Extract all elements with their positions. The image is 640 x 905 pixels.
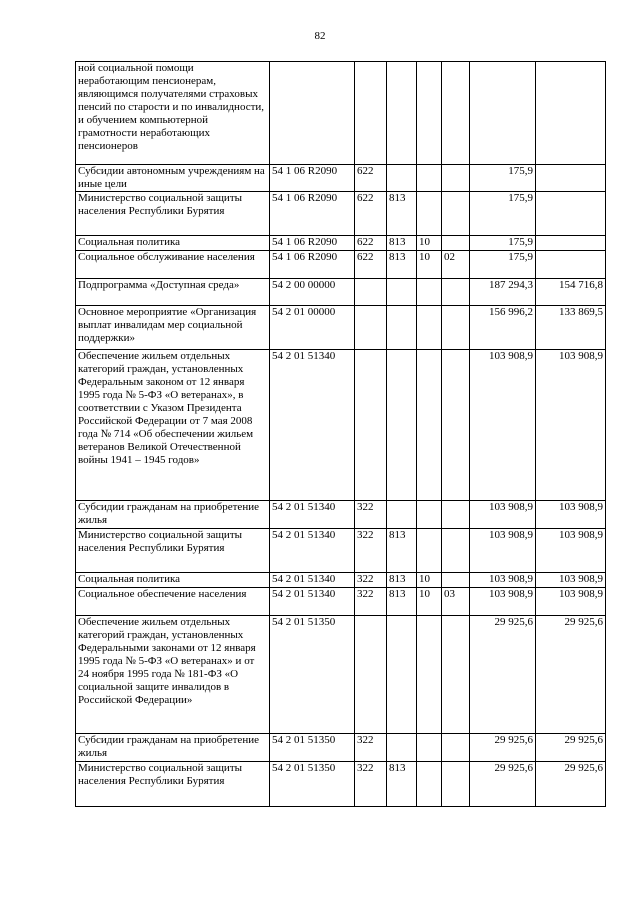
row-sum-1: 29 925,6	[470, 734, 536, 762]
row-code: 54 2 01 51340	[270, 501, 355, 529]
row-sum-1: 103 908,9	[470, 501, 536, 529]
row-pr	[442, 306, 470, 350]
row-rz: 10	[417, 588, 442, 616]
table-row	[76, 734, 606, 762]
row-gr: 813	[387, 573, 417, 588]
row-name: Министерство социальной защиты населения Республики Бурятия	[76, 762, 270, 807]
row-gr: 813	[387, 192, 417, 236]
row-sum-1: 29 925,6	[470, 762, 536, 807]
row-code: 54 1 06 R2090	[270, 165, 355, 192]
row-sum-2: 103 908,9	[536, 350, 606, 501]
row-code	[270, 62, 355, 165]
table-row	[76, 165, 606, 192]
row-rz	[417, 165, 442, 192]
row-code: 54 2 01 00000	[270, 306, 355, 350]
row-name: Социальная политика	[76, 573, 270, 588]
row-gr	[387, 734, 417, 762]
row-rz	[417, 350, 442, 501]
row-sum-2	[536, 165, 606, 192]
row-pr	[442, 62, 470, 165]
row-vr: 622	[355, 165, 387, 192]
row-name: Основное мероприятие «Организация выплат инвалидам мер социальной поддержки»	[76, 306, 270, 350]
row-vr	[355, 616, 387, 734]
row-name: Субсидии гражданам на приобретение жилья	[76, 734, 270, 762]
row-pr	[442, 573, 470, 588]
row-code: 54 2 01 51350	[270, 762, 355, 807]
row-gr	[387, 616, 417, 734]
row-name: ной социальной помощи неработающим пенсионерам, являющимся получателями страховых пенсий по старости и по инвалидности, и обучением компьютерной грамотности неработающих пенсионеров	[76, 62, 270, 165]
row-pr	[442, 616, 470, 734]
row-name: Социальная политика	[76, 236, 270, 251]
row-sum-2	[536, 236, 606, 251]
row-vr: 622	[355, 251, 387, 279]
row-sum-2	[536, 62, 606, 165]
row-sum-2: 103 908,9	[536, 501, 606, 529]
row-rz	[417, 616, 442, 734]
row-vr: 322	[355, 501, 387, 529]
row-rz	[417, 62, 442, 165]
row-rz	[417, 529, 442, 573]
row-name: Социальное обеспечение населения	[76, 588, 270, 616]
row-code: 54 1 06 R2090	[270, 192, 355, 236]
row-name: Министерство социальной защиты населения Республики Бурятия	[76, 192, 270, 236]
row-vr	[355, 279, 387, 306]
row-gr	[387, 350, 417, 501]
row-gr	[387, 501, 417, 529]
row-vr	[355, 62, 387, 165]
table-row	[76, 762, 606, 807]
row-sum-1: 175,9	[470, 192, 536, 236]
row-gr	[387, 165, 417, 192]
row-sum-2	[536, 251, 606, 279]
row-pr	[442, 762, 470, 807]
row-vr	[355, 350, 387, 501]
row-gr: 813	[387, 529, 417, 573]
row-name: Обеспечение жильем отдельных категорий граждан, установленных Федеральными законами от 12 января 1995 года № 5-ФЗ «О ветеранах» и от 24 ноября 1995 года № 181-ФЗ «О социальной защите инвалидов в Российской Федерации»	[76, 616, 270, 734]
row-sum-1: 175,9	[470, 165, 536, 192]
row-name: Субсидии гражданам на приобретение жилья	[76, 501, 270, 529]
row-code: 54 2 01 51340	[270, 573, 355, 588]
row-code: 54 1 06 R2090	[270, 251, 355, 279]
row-code: 54 2 00 00000	[270, 279, 355, 306]
table-row	[76, 588, 606, 616]
table-row	[76, 306, 606, 350]
row-sum-1: 156 996,2	[470, 306, 536, 350]
row-vr: 322	[355, 762, 387, 807]
row-name: Социальное обслуживание населения	[76, 251, 270, 279]
table-row	[76, 501, 606, 529]
row-gr: 813	[387, 251, 417, 279]
row-gr	[387, 279, 417, 306]
row-sum-2: 133 869,5	[536, 306, 606, 350]
row-pr	[442, 734, 470, 762]
row-sum-2: 103 908,9	[536, 588, 606, 616]
row-sum-2: 29 925,6	[536, 734, 606, 762]
table-row	[76, 251, 606, 279]
row-code: 54 2 01 51350	[270, 734, 355, 762]
row-vr: 322	[355, 588, 387, 616]
row-sum-1: 103 908,9	[470, 350, 536, 501]
row-pr	[442, 350, 470, 501]
row-sum-1: 29 925,6	[470, 616, 536, 734]
row-sum-1: 103 908,9	[470, 588, 536, 616]
row-vr: 622	[355, 192, 387, 236]
row-rz	[417, 306, 442, 350]
table-row	[76, 236, 606, 251]
row-rz	[417, 192, 442, 236]
row-pr	[442, 236, 470, 251]
row-name: Подпрограмма «Доступная среда»	[76, 279, 270, 306]
row-code: 54 2 01 51340	[270, 350, 355, 501]
row-pr	[442, 165, 470, 192]
row-vr: 622	[355, 236, 387, 251]
row-code: 54 2 01 51340	[270, 588, 355, 616]
table-row	[76, 616, 606, 734]
row-sum-1: 175,9	[470, 251, 536, 279]
row-rz	[417, 762, 442, 807]
row-gr: 813	[387, 762, 417, 807]
row-name: Субсидии автономным учреждениям на иные цели	[76, 165, 270, 192]
row-sum-1	[470, 62, 536, 165]
row-vr: 322	[355, 734, 387, 762]
row-rz: 10	[417, 236, 442, 251]
budget-table	[75, 61, 606, 807]
row-gr	[387, 306, 417, 350]
row-sum-2	[536, 192, 606, 236]
row-rz: 10	[417, 251, 442, 279]
row-sum-1: 103 908,9	[470, 573, 536, 588]
row-code: 54 1 06 R2090	[270, 236, 355, 251]
row-gr: 813	[387, 588, 417, 616]
row-vr	[355, 306, 387, 350]
row-sum-1: 187 294,3	[470, 279, 536, 306]
table-row	[76, 573, 606, 588]
table-body	[76, 62, 606, 807]
row-pr	[442, 192, 470, 236]
row-vr: 322	[355, 529, 387, 573]
row-rz	[417, 279, 442, 306]
row-code: 54 2 01 51340	[270, 529, 355, 573]
row-vr: 322	[355, 573, 387, 588]
page-number: 82	[314, 30, 326, 42]
row-sum-2: 29 925,6	[536, 616, 606, 734]
row-rz: 10	[417, 573, 442, 588]
row-sum-2: 103 908,9	[536, 529, 606, 573]
row-pr	[442, 501, 470, 529]
row-rz	[417, 501, 442, 529]
row-gr	[387, 62, 417, 165]
row-pr	[442, 279, 470, 306]
row-gr: 813	[387, 236, 417, 251]
row-rz	[417, 734, 442, 762]
table-row	[76, 529, 606, 573]
row-name: Обеспечение жильем отдельных категорий граждан, установленных Федеральным законом от 12 января 1995 года № 5-ФЗ «О ветеранах», в соответствии с Указом Президента Российской Федерации от 7 мая 2008 года № 714 «Об обеспечении жильем ветеранов Великой Отечественной войны 1941 – 1945 годов»	[76, 350, 270, 501]
table-row	[76, 279, 606, 306]
row-sum-2: 103 908,9	[536, 573, 606, 588]
row-sum-1: 175,9	[470, 236, 536, 251]
table-row	[76, 62, 606, 165]
row-name: Министерство социальной защиты населения Республики Бурятия	[76, 529, 270, 573]
row-pr: 02	[442, 251, 470, 279]
row-sum-2: 154 716,8	[536, 279, 606, 306]
table-row	[76, 192, 606, 236]
table-row	[76, 350, 606, 501]
row-pr	[442, 529, 470, 573]
row-code: 54 2 01 51350	[270, 616, 355, 734]
row-sum-2: 29 925,6	[536, 762, 606, 807]
row-sum-1: 103 908,9	[470, 529, 536, 573]
row-pr: 03	[442, 588, 470, 616]
